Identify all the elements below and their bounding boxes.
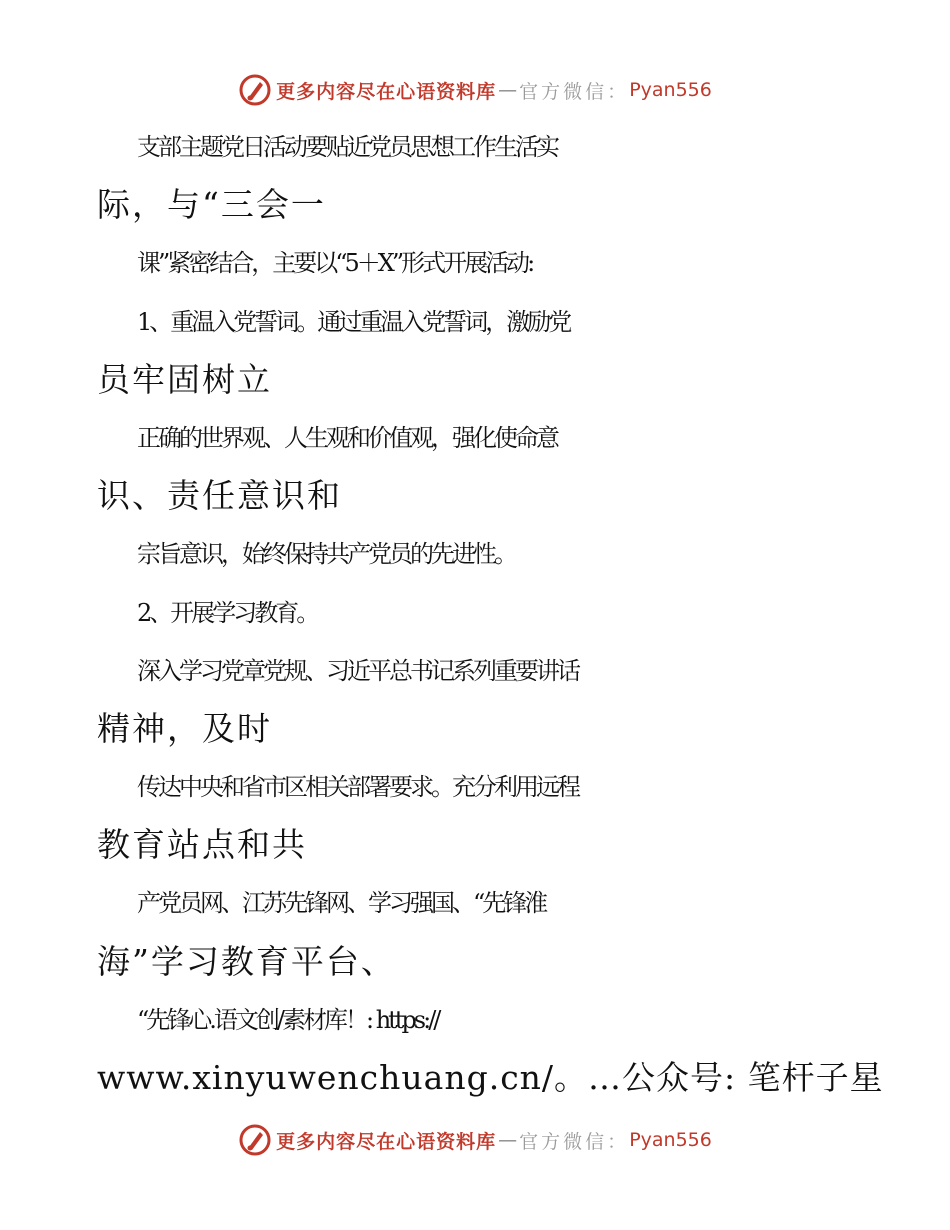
text-line: 海”学习教育平台、: [97, 941, 396, 981]
text-line: 正确的世界观、人生观和价值观，强化使命意: [137, 423, 557, 452]
brand-logo-icon: [238, 73, 272, 107]
banner-separator: —: [498, 79, 518, 101]
text-line: 1、重温入党誓词。通过重温入党誓词，激励党: [137, 307, 570, 336]
text-line: 传达中央和省市区相关部署要求。充分利用远程: [137, 773, 578, 802]
text-line: 员牢固树立: [97, 359, 272, 399]
text-line: 支部主题党日活动要贴近党员思想工作生活实: [137, 133, 557, 161]
text-line: 课”紧密结合，主要以“5＋X”形式开展活动:: [137, 249, 533, 278]
text-line: 际，与“三会一: [97, 185, 326, 225]
text-line: 精神，及时: [97, 708, 272, 748]
text-line: 2、开展学习教育。: [137, 598, 318, 627]
text-line: 产党员网、江苏先锋网、学习强国、“先锋淮: [137, 889, 546, 918]
header-watermark-banner: [0, 70, 950, 110]
banner-label: 官方微信：: [519, 80, 630, 103]
banner-wechat-id: Pyan556: [629, 79, 712, 101]
text-line: 宗旨意识，始终保持共产党员的先进性。: [137, 540, 515, 569]
text-line: www.xinyuwenchuang.cn/。…公众号: 笔杆子星: [97, 1058, 884, 1097]
text-line: 教育站点和共: [97, 825, 307, 865]
banner-separator: —: [498, 1129, 518, 1151]
banner-wechat-id: Pyan556: [629, 1129, 712, 1151]
footer-watermark-banner: [0, 1120, 950, 1160]
text-line: “先锋心.语文创/素材库！: https://: [137, 1005, 439, 1034]
brand-logo-icon: [238, 1123, 272, 1157]
banner-brand-text: 更多内容尽在心语资料库: [276, 1130, 497, 1153]
text-line: 深入学习党章党规、习近平总书记系列重要讲话: [137, 656, 578, 685]
document-body: [97, 118, 897, 1107]
banner-brand-text: 更多内容尽在心语资料库: [276, 80, 497, 103]
banner-label: 官方微信：: [519, 1130, 630, 1153]
text-line: 识、责任意识和: [97, 476, 342, 516]
